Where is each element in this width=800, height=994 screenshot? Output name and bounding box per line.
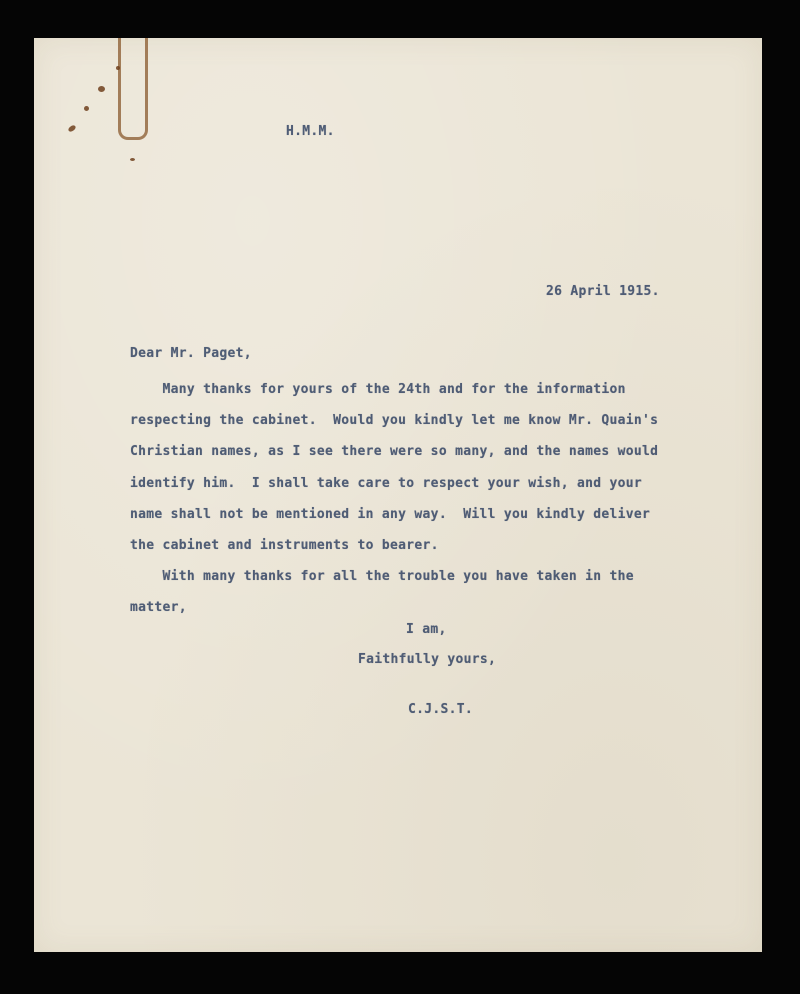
body-line: With many thanks for all the trouble you have taken in the: [130, 569, 634, 585]
rust-spot: [84, 106, 89, 111]
rust-spot: [116, 66, 120, 70]
closing-line: I am,: [406, 622, 447, 637]
letter-body: [130, 374, 658, 624]
body-line: Christian names, as I see there were so many, and the names would: [130, 444, 659, 460]
closing-valediction: Faithfully yours,: [358, 652, 497, 667]
body-line: respecting the cabinet. Would you kindly let me know Mr. Quain's: [130, 413, 659, 429]
body-line: name shall not be mentioned in any way. Will you kindly deliver: [130, 506, 651, 522]
reference-initials: H.M.M.: [286, 124, 335, 139]
paperclip-stain: [118, 38, 148, 140]
rust-spot: [98, 86, 105, 92]
body-line: matter,: [130, 600, 187, 616]
body-line: the cabinet and instruments to bearer.: [130, 537, 439, 553]
signature-initials: C.J.S.T.: [408, 702, 474, 717]
body-line: identify him. I shall take care to respect your wish, and your: [130, 475, 642, 491]
salutation: Dear Mr. Paget,: [130, 346, 252, 361]
letter-date: 26 April 1915.: [546, 284, 660, 299]
rust-spot: [130, 158, 135, 161]
body-line: Many thanks for yours of the 24th and for the information: [130, 382, 626, 397]
